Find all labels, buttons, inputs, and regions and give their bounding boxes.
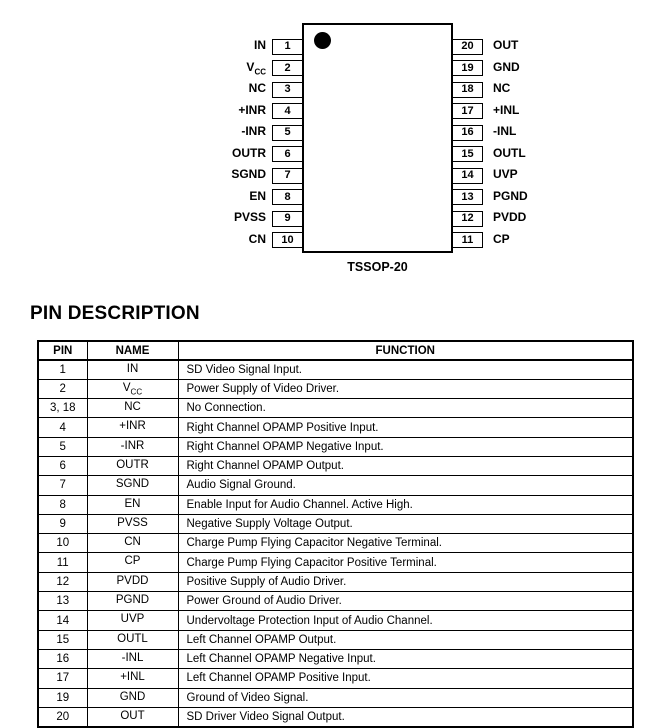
cell-pin-name: EN	[87, 495, 178, 514]
pin-number-box: 16	[452, 125, 483, 141]
pin-name-label: OUT	[493, 38, 519, 53]
pin-number-box: 14	[452, 168, 483, 184]
table-row	[38, 534, 633, 553]
pin-name-label: -INL	[493, 124, 517, 139]
cell-pin-function: Undervoltage Protection Input of Audio Channel.	[178, 611, 633, 630]
cell-pin-name: OUTL	[87, 630, 178, 649]
table-row	[38, 456, 633, 475]
table-row	[38, 707, 633, 726]
table-body	[38, 360, 633, 727]
table-row	[38, 379, 633, 398]
table-row	[38, 688, 633, 707]
pin-number-box: 4	[272, 103, 303, 119]
pin-number-box: 19	[452, 60, 483, 76]
cell-pin-name: CN	[87, 534, 178, 553]
pin-description-table	[37, 340, 634, 728]
pin-name-label: NC	[248, 81, 266, 96]
cell-pin-number: 2	[38, 379, 87, 398]
table-row	[38, 611, 633, 630]
pin-number-box: 18	[452, 82, 483, 98]
cell-pin-number: 19	[38, 688, 87, 707]
cell-pin-number: 12	[38, 572, 87, 591]
pin-row	[452, 230, 657, 252]
pin-name-label: CN	[248, 231, 266, 246]
pin-row	[0, 144, 303, 166]
cell-pin-number: 17	[38, 669, 87, 688]
cell-pin-number: 3, 18	[38, 399, 87, 418]
cell-pin-name: $V_{CC}$	[87, 379, 178, 398]
pin-row	[0, 208, 303, 230]
table-header	[38, 341, 633, 360]
cell-pin-name: PVSS	[87, 514, 178, 533]
cell-pin-function: Audio Signal Ground.	[178, 476, 633, 495]
cell-pin-function: Left Channel OPAMP Output.	[178, 630, 633, 649]
cell-pin-function: Charge Pump Flying Capacitor Negative Terminal.	[178, 534, 633, 553]
cell-pin-number: 10	[38, 534, 87, 553]
cell-pin-number: 5	[38, 437, 87, 456]
cell-pin-number: 14	[38, 611, 87, 630]
cell-pin-function: SD Driver Video Signal Output.	[178, 707, 633, 726]
cell-pin-name: NC	[87, 399, 178, 418]
pin-number-box: 2	[272, 60, 303, 76]
cell-pin-number: 9	[38, 514, 87, 533]
pin-row	[0, 101, 303, 123]
cell-pin-name: PVDD	[87, 572, 178, 591]
cell-pin-name: SGND	[87, 476, 178, 495]
pin-row	[452, 79, 657, 101]
pinout-diagram	[0, 0, 657, 300]
cell-pin-function: Charge Pump Flying Capacitor Positive Terminal.	[178, 553, 633, 572]
cell-pin-name: OUT	[87, 707, 178, 726]
pin-number-box: 5	[272, 125, 303, 141]
header-pin: PIN	[38, 341, 87, 360]
pin-name-label: $V_{CC}$	[246, 59, 266, 76]
table-row	[38, 495, 633, 514]
pin-row	[452, 144, 657, 166]
cell-pin-name: PGND	[87, 592, 178, 611]
cell-pin-name: CP	[87, 553, 178, 572]
cell-pin-function: Left Channel OPAMP Negative Input.	[178, 649, 633, 668]
pin-name-label: PGND	[493, 188, 528, 203]
table-row	[38, 553, 633, 572]
table-row	[38, 592, 633, 611]
table-row	[38, 360, 633, 379]
cell-pin-number: 11	[38, 553, 87, 572]
pin-row	[452, 101, 657, 123]
pin-name-label: IN	[254, 38, 266, 53]
pin-number-box: 9	[272, 211, 303, 227]
pin-name-label: UVP	[493, 167, 518, 182]
cell-pin-function: No Connection.	[178, 399, 633, 418]
cell-pin-name: GND	[87, 688, 178, 707]
cell-pin-name: -INR	[87, 437, 178, 456]
table-row	[38, 399, 633, 418]
cell-pin-number: 13	[38, 592, 87, 611]
cell-pin-function: Enable Input for Audio Channel. Active High.	[178, 495, 633, 514]
table-row	[38, 630, 633, 649]
pin-row	[0, 230, 303, 252]
pin-number-box: 11	[452, 232, 483, 248]
pin-name-label: GND	[493, 59, 520, 74]
pin-row	[452, 36, 657, 58]
cell-pin-number: 4	[38, 418, 87, 437]
pin-name-label: -INR	[241, 124, 266, 139]
pin-name-label: SGND	[231, 167, 266, 182]
cell-pin-function: Right Channel OPAMP Negative Input.	[178, 437, 633, 456]
pin-number-box: 8	[272, 189, 303, 205]
pin-number-box: 1	[272, 39, 303, 55]
header-name: NAME	[87, 341, 178, 360]
pin1-indicator-dot	[314, 32, 331, 49]
pin-row	[452, 208, 657, 230]
pin-number-box: 3	[272, 82, 303, 98]
pin-number-box: 6	[272, 146, 303, 162]
pin-row	[0, 36, 303, 58]
pin-name-label: OUTL	[493, 145, 526, 160]
cell-pin-function: Positive Supply of Audio Driver.	[178, 572, 633, 591]
cell-pin-number: 20	[38, 707, 87, 726]
cell-pin-function: Right Channel OPAMP Output.	[178, 456, 633, 475]
table-row	[38, 649, 633, 668]
table-row	[38, 437, 633, 456]
pin-name-label: +INL	[493, 102, 520, 117]
pin-row	[452, 165, 657, 187]
pin-name-label: PVDD	[493, 210, 527, 225]
right-pin-column	[452, 36, 657, 251]
pin-name-label: +INR	[238, 102, 266, 117]
pin-number-box: 7	[272, 168, 303, 184]
pin-name-label: PVSS	[233, 210, 266, 225]
left-pin-column	[0, 36, 303, 251]
pin-number-box: 10	[272, 232, 303, 248]
pin-number-box: 20	[452, 39, 483, 55]
cell-pin-number: 15	[38, 630, 87, 649]
cell-pin-number: 8	[38, 495, 87, 514]
pin-number-box: 12	[452, 211, 483, 227]
cell-pin-function: Power Ground of Audio Driver.	[178, 592, 633, 611]
pin-row	[452, 122, 657, 144]
pin-name-label: NC	[493, 81, 511, 96]
pin-row	[0, 187, 303, 209]
pin-number-box: 15	[452, 146, 483, 162]
pin-row	[0, 122, 303, 144]
cell-pin-number: 1	[38, 360, 87, 379]
cell-pin-name: UVP	[87, 611, 178, 630]
pin-name-label: OUTR	[232, 145, 266, 160]
chip-body	[302, 23, 453, 253]
package-type-label: TSSOP-20	[347, 260, 408, 274]
pin-row	[0, 79, 303, 101]
pin-name-label: CP	[493, 231, 510, 246]
cell-pin-function: Negative Supply Voltage Output.	[178, 514, 633, 533]
table-row	[38, 476, 633, 495]
cell-pin-function: Ground of Video Signal.	[178, 688, 633, 707]
table-row	[38, 418, 633, 437]
section-title: PIN DESCRIPTION	[30, 303, 200, 324]
pin-row	[452, 187, 657, 209]
cell-pin-name: -INL	[87, 649, 178, 668]
header-function: FUNCTION	[178, 341, 633, 360]
cell-pin-function: Left Channel OPAMP Positive Input.	[178, 669, 633, 688]
cell-pin-function: SD Video Signal Input.	[178, 360, 633, 379]
cell-pin-number: 16	[38, 649, 87, 668]
cell-pin-name: OUTR	[87, 456, 178, 475]
table-row	[38, 669, 633, 688]
cell-pin-function: Right Channel OPAMP Positive Input.	[178, 418, 633, 437]
cell-pin-function: Power Supply of Video Driver.	[178, 379, 633, 398]
pin-row	[0, 165, 303, 187]
pin-name-label: EN	[249, 188, 266, 203]
pin-number-box: 17	[452, 103, 483, 119]
cell-pin-name: +INR	[87, 418, 178, 437]
cell-pin-number: 7	[38, 476, 87, 495]
cell-pin-name: +INL	[87, 669, 178, 688]
table-row	[38, 572, 633, 591]
pin-row	[0, 58, 303, 80]
pin-number-box: 13	[452, 189, 483, 205]
cell-pin-name: IN	[87, 360, 178, 379]
table-row	[38, 514, 633, 533]
pin-row	[452, 58, 657, 80]
cell-pin-number: 6	[38, 456, 87, 475]
